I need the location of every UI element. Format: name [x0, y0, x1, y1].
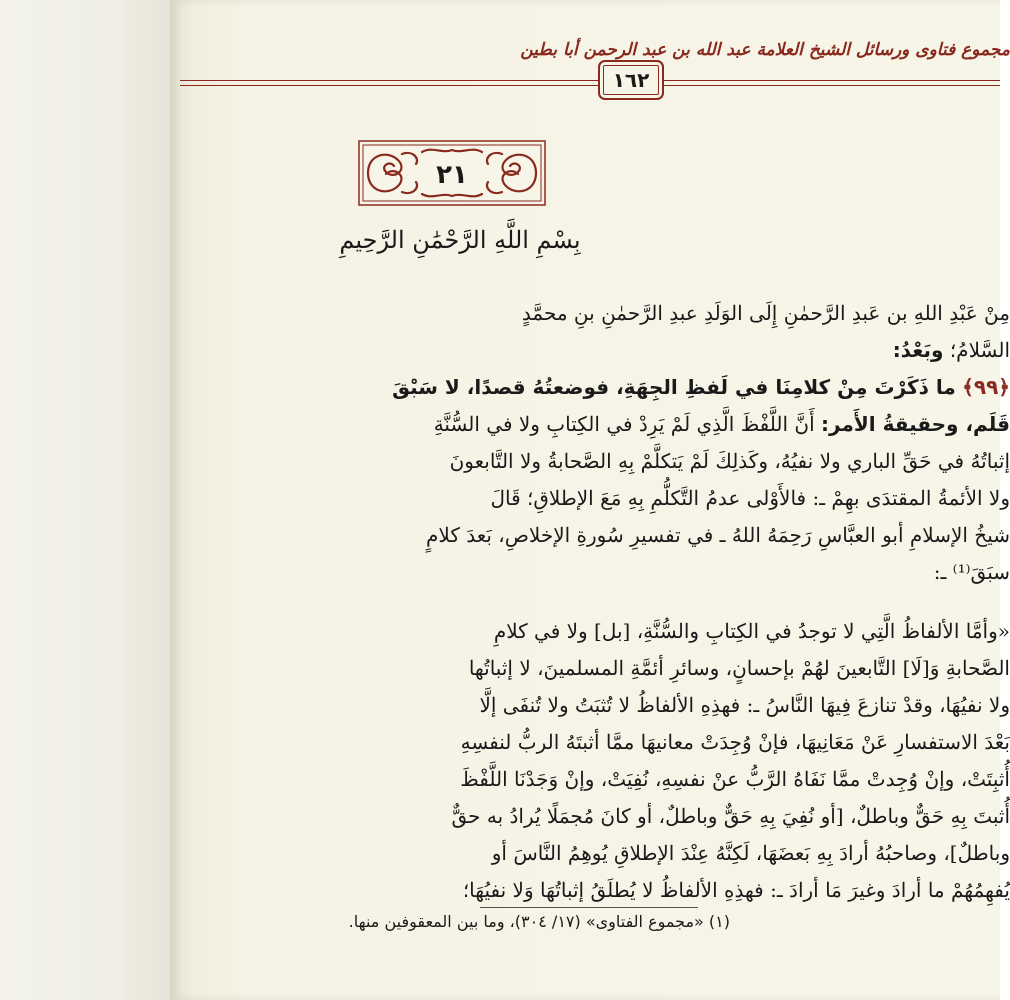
- quote-line: أُثبتَ بِهِ حَقٌّ وباطلٌ، [أو نُفِيَ بِهِ حَقٌّ وباطلٌ، أو كانَ مُجمَلًا يُرادُ به حقٌّ: [451, 804, 1010, 828]
- quote-line: ولا نفيُهَا، وقدْ تنازعَ فِيهَا النَّاسُ ـ: فهذِهِ الألفاظُ لا تُثبَتُ ولا تُنفَى إلَّا: [479, 693, 1010, 717]
- page-number: ١٦٢: [598, 60, 664, 100]
- basmala: بِسْمِ اللَّهِ الرَّحْمَٰنِ الرَّحِيمِ: [339, 226, 581, 254]
- quote-line: «وأمَّا الألفاظُ الَّتِي لا توجدُ في الكِتابِ والسُّنَّةِ، [بل] ولا في كلامِ: [493, 619, 1010, 643]
- text-bold-phrase: وبَعْدُ:: [892, 338, 944, 362]
- paragraph-number: ﴿٩٩﴾: [962, 375, 1010, 399]
- text-line: ولا الأئمةُ المقتدَى بهِمْ ـ: فالأَوْلى عدمُ التَّكلُّمِ بِهِ مَعَ الإطلاقِ؛ قَالَ: [490, 486, 1010, 510]
- body-text: [170, 295, 1010, 909]
- chapter-ornament: [358, 140, 546, 206]
- text-line: السَّلامُ؛ وبَعْدُ:: [892, 338, 1010, 362]
- header-rule: [180, 85, 1000, 86]
- running-header-title: مجموع فتاوى ورسائل الشيخ العلامة عبد الله بن عبد الرحمن أبا بطين: [520, 40, 1010, 60]
- header-rule: [180, 80, 1000, 81]
- text-bold-phrase: ما ذَكَرْتَ مِنْ كلامِنَا في لَفظِ الجِهَةِ، فوضعتُهُ قصدًا، لا سَبْقَ: [392, 375, 956, 399]
- book-spine-margin: [0, 0, 170, 1000]
- footnote-rule: [480, 907, 698, 908]
- text-line: سبَقَ⁽¹⁾ ـ:: [933, 560, 1010, 584]
- quote-line: وباطلٌ]، وصاحبُهُ أرادَ بِهِ بَعضَهَا، لَكِنَّهُ عِنْدَ الإطلاقِ يُوهِمُ النَّاسَ أو: [491, 841, 1010, 865]
- quote-line: الصَّحابةِ وَ[لَا] التَّابعينَ لهُمْ بإحسانٍ، وسائرِ أئمَّةِ المسلمينَ، لا إثباتُها: [468, 656, 1010, 680]
- text-bold-phrase: قَلَم، وحقيقةُ الأَمر:: [821, 412, 1010, 436]
- quote-line: بَعْدَ الاستفسارِ عَنْ مَعَانِيهَا، فإنْ وُجِدَتْ معانيهَا ممَّا أثبتَهُ الربُّ لنفسِهِ: [460, 730, 1010, 754]
- paragraph-gap: [170, 591, 1010, 613]
- quote-line: أُثبِتَتْ، وإنْ وُجِدتْ ممَّا نَفَاهُ الرَّبُّ عنْ نفسِهِ، نُفِيَتْ، وإنْ وَجَدْنَا اللَّفْظَ: [460, 767, 1010, 791]
- book-page: [170, 0, 1010, 1000]
- text-line: قَلَم، وحقيقةُ الأَمر: أَنَّ اللَّفْظَ الَّذِي لَمْ يَرِدْ في الكِتابِ ولا في السُّنَّةِ: [433, 412, 1010, 436]
- footnote: (١) «مجموع الفتاوى» (١٧/ ٣٠٤)، وما بين المعقوفين منها.: [348, 912, 730, 931]
- chapter-number: ٢١: [436, 160, 468, 190]
- quote-line: يُفهِمُهُمْ ما أرادَ وغيرَ مَا أرادَ ـ: فهذِهِ الألفاظُ لا يُطلَقُ إثباتُهَا وَلا نفيُهَا؛: [462, 878, 1010, 902]
- text-line: [170, 369, 1010, 406]
- text-line: إثباتُهُ في حَقِّ الباري ولا نفيُهُ، وكَذلِكَ لَمْ يَتكلَّمْ بِهِ الصَّحابةُ ولا التَّابعونَ: [449, 449, 1010, 473]
- text-line: شيخُ الإسلامِ أبو العبَّاسِ رَحِمَهُ اللهُ ـ في تفسيرِ سُورةِ الإخلاصِ، بَعدَ كلامٍ: [426, 523, 1010, 547]
- text-line: مِنْ عَبْدِ اللهِ بن عَبدِ الرَّحمٰنِ إِلَى الوَلَدِ عبدِ الرَّحمٰنِ بنِ محمَّدٍ: [521, 301, 1010, 325]
